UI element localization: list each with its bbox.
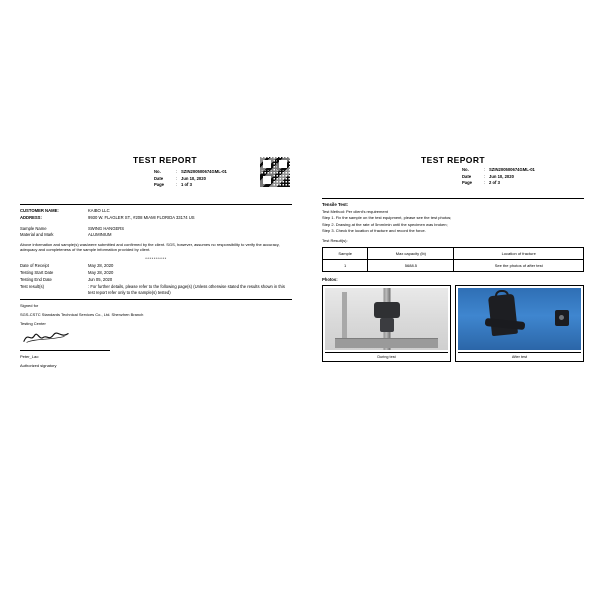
after-test-image (458, 288, 581, 350)
meta-row: Date : Jun 10, 2020 (462, 173, 514, 179)
company-name: SGS-CSTC Standards Technical Services Co., Ltd. Shenzhen Branch (20, 312, 144, 318)
report-meta (154, 169, 258, 189)
meta-row: No. : SZIN200500674GML-01 (462, 167, 535, 172)
page-title: TEST REPORT (133, 155, 197, 165)
photo-caption: After test (458, 352, 581, 359)
section-title-tensile-test: Tensile Test: (322, 202, 349, 207)
signature-role: Authorized signatory (20, 363, 57, 369)
report-meta (462, 167, 582, 187)
divider (20, 299, 292, 300)
meta-row: No. : SZIN200500674GML-01 (154, 169, 227, 174)
meta-row: Page : 1 of 3 (154, 182, 192, 187)
separator-stars: ********** (145, 256, 167, 262)
divider (322, 198, 584, 199)
meta-row: Page : 2 of 3 (462, 180, 500, 185)
column-header-sample: Sample (323, 247, 368, 259)
during-test-image (325, 288, 448, 350)
field-sample-name: Sample Name SWING HANGERS (20, 225, 125, 231)
disclaimer-text: Above information and sample(s) was/were submitted and confirmed by the client. SGS, however, assumes no responsibility to verify the accuracy, adequacy and completeness of the sample information provided by client. (20, 241, 280, 253)
test-report-page-2 (322, 155, 584, 413)
meta-row: Date : Jun 10, 2020 (154, 175, 206, 181)
cell-location-of-fracture: See the photos of after test (454, 259, 584, 271)
test-step: Step 3. Check the location of fracture and record the force. (322, 228, 426, 234)
photo-caption: During test (325, 352, 448, 359)
field-date-of-receipt: Date of Receipt May 28, 2020 (20, 263, 114, 269)
table-header-row (323, 247, 584, 259)
test-method: Test Method: Per client's requirement (322, 209, 388, 214)
page-title: TEST REPORT (421, 155, 485, 165)
during-test-photo (322, 285, 451, 362)
signature-name: Peter_Lao (20, 354, 39, 360)
cell-max-capacity: 5688.5 (368, 259, 454, 271)
field-testing-end-date: Testing End Date Jun 05, 2020 (20, 276, 113, 282)
after-test-photo (455, 285, 584, 362)
photo-grid (322, 285, 584, 362)
results-label: Test Result(s): (322, 237, 348, 243)
field-customer-name: CUSTOMER NAME: KAIBO LLC (20, 208, 110, 213)
test-step: Step 2. Drawing at the rate of 5mm/min until the specimen was broken; (322, 221, 448, 227)
qr-code-icon (260, 157, 290, 187)
test-report-page-1 (20, 155, 292, 413)
field-test-results: Test result(s) : For further details, please refer to the following page(s) (Unless otherwise stated the results shown in this test report refer only to the sample(s) tested) (20, 283, 285, 295)
testing-center: Testing Center (20, 321, 46, 327)
results-table (322, 247, 584, 272)
table-row (323, 259, 584, 271)
test-step: Step 1. Fix the sample on the test equipment, please see the test photos; (322, 215, 452, 221)
signature-icon (22, 329, 70, 345)
divider (20, 204, 292, 205)
column-header-max-capacity: Max capacity (lb) (368, 247, 454, 259)
signature-line (20, 350, 110, 351)
field-testing-start-date: Testing Start Date May 28, 2020 (20, 270, 114, 276)
column-header-location-of-fracture: Location of fracture (454, 247, 584, 259)
field-address: ADDRESS: 9930 W. FLAGLER ST., #208 MIAMI FLORIDA 33174 US (20, 214, 195, 220)
field-material-and-mark: Material and Mark ALUMINIUM (20, 232, 112, 238)
photos-label: Photos: (322, 276, 338, 282)
signed-for-label: Signed for (20, 303, 39, 309)
cell-sample: 1 (323, 259, 368, 271)
